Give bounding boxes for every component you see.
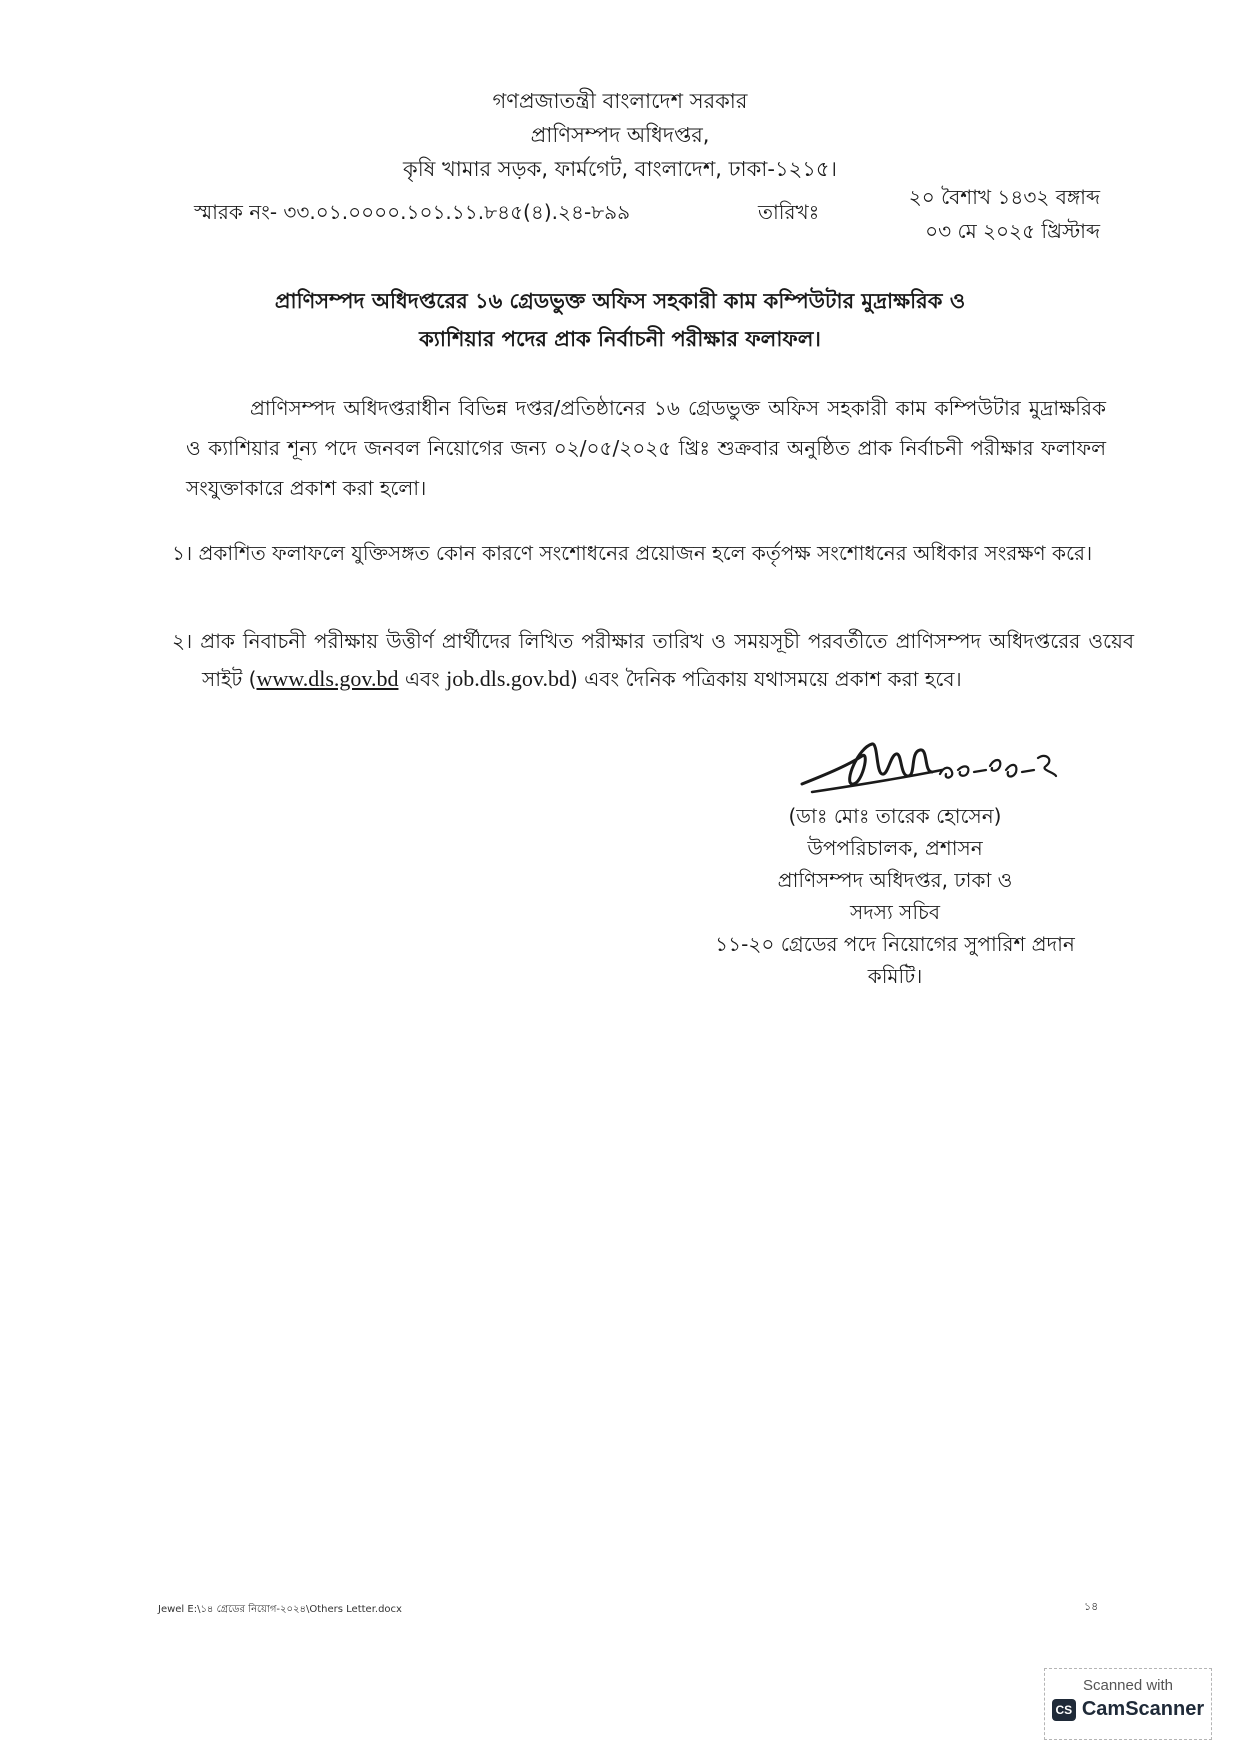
signatory-name: (ডাঃ মোঃ তারেক হোসেন) [788, 804, 1002, 828]
memo-reference: স্মারক নং- ৩৩.০১.০০০০.১০১.১১.৮৪৫(৪).২৪-৮৯৯ [194, 200, 631, 224]
camscanner-brand [1045, 1698, 1211, 1721]
department-name: প্রাণিসম্পদ অধিদপ্তর, [530, 123, 710, 147]
scanned-with-text: Scanned with [1082, 1677, 1174, 1694]
page-number: ১৪ [1084, 1600, 1099, 1613]
camscanner-badge [1044, 1668, 1212, 1740]
handwritten-signature [792, 726, 1062, 806]
letterhead [0, 84, 1240, 186]
committee-line-2: কমিটি। [867, 964, 923, 988]
website-link[interactable]: www.dls.gov.bd [256, 666, 399, 691]
point-two [172, 622, 1134, 698]
point-one: ১। প্রকাশিত ফলাফলে যুক্তিসঙ্গত কোন কারণে সংশোধনের প্রয়োজন হলে কর্তৃপক্ষ সংশোধনের অধিকার সংরক্ষণ করে। [172, 541, 1093, 565]
government-name: গণপ্রজাতন্ত্রী বাংলাদেশ সরকার [492, 89, 748, 113]
signatory-role: সদস্য সচিব [850, 900, 940, 924]
subject-heading [0, 282, 1240, 358]
camscanner-icon: CS [1052, 1699, 1076, 1721]
subject-line-1: প্রাণিসম্পদ অধিদপ্তরের ১৬ গ্রেডভুক্ত অফিস সহকারী কাম কম্পিউটার মুদ্রাক্ষরিক ও [274, 289, 966, 313]
committee-line-1: ১১-২০ গ্রেডের পদে নিয়োগের সুপারিশ প্রদান [715, 932, 1075, 956]
signatory-block [640, 800, 1150, 992]
point-two-text-c: ) এবং দৈনিক পত্রিকায় যথাসময়ে প্রকাশ করা হবে। [570, 667, 962, 691]
signatory-designation: উপপরিচালক, প্রশাসন [807, 836, 983, 860]
office-address: কৃষি খামার সড়ক, ফার্মগেট, বাংলাদেশ, ঢাকা-১২১৫। [403, 157, 837, 181]
date-label: তারিখঃ [758, 200, 820, 224]
point-two-text-a: ২। প্রাক নিবাচনী পরীক্ষায় উত্তীর্ণ প্রার্থীদের লিখিত পরীক্ষার তারিখ ও সময়সূচী পরবর্তীতে প্রাণিসম্পদ অধিদপ্তরের ওয়েব সাইট ( [172, 629, 1134, 691]
date-bangla: ২০ বৈশাখ ১৪৩২ বঙ্গাব্দ [908, 185, 1100, 209]
camscanner-name: CamScanner [1081, 1698, 1205, 1720]
body-paragraph: প্রাণিসম্পদ অধিদপ্তরাধীন বিভিন্ন দপ্তর/প্রতিষ্ঠানের ১৬ গ্রেডভুক্ত অফিস সহকারী কাম কম্পিউটার মুদ্রাক্ষরিক ও ক্যাশিয়ার শূন্য পদে জনবল নিয়োগের জন্য ০২/০৫/২০২৫ খ্রিঃ শুক্রবার অনুষ্ঠিত প্রাক নির্বাচনী পরীক্ষার ফলাফল সংযুক্তাকারে প্রকাশ করা হলো। [186, 396, 1106, 500]
point-two-text-b: এবং [398, 667, 447, 691]
subject-line-2: ক্যাশিয়ার পদের প্রাক নির্বাচনী পরীক্ষার ফলাফল। [419, 327, 821, 351]
date-block [909, 180, 1100, 248]
date-gregorian: ০৩ মে ২০২৫ খ্রিস্টাব্দ [925, 219, 1100, 243]
job-website-link[interactable]: job.dls.gov.bd [446, 666, 570, 691]
signatory-office: প্রাণিসম্পদ অধিদপ্তর, ঢাকা ও [777, 868, 1013, 892]
footer-file-path: Jewel E:\১৪ গ্রেডের নিয়োগ-২০২৪\Others Letter.docx [158, 1604, 402, 1615]
